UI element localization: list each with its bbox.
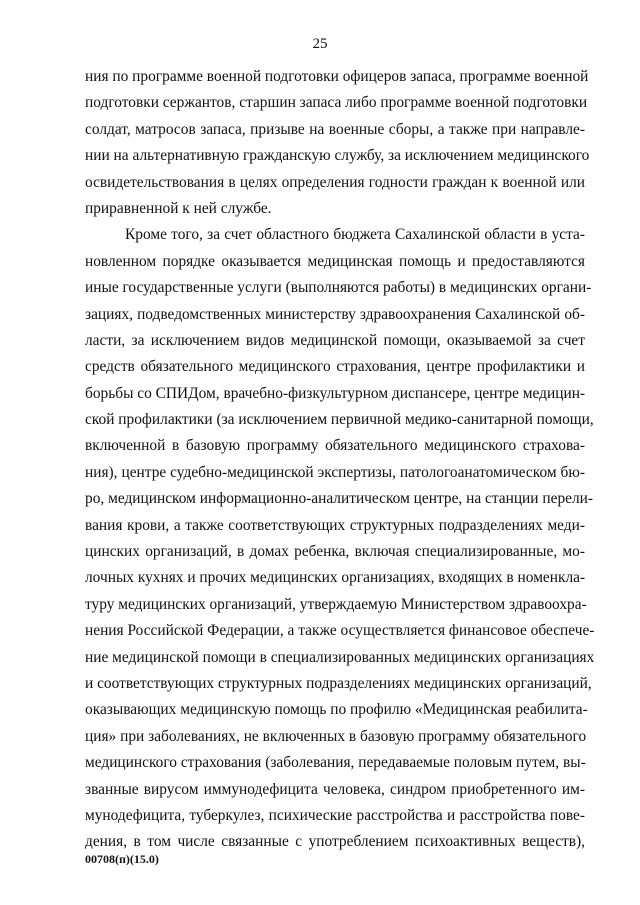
- page-number: 25: [312, 36, 328, 52]
- document-code: 00708(п)(15.0): [85, 852, 159, 866]
- text-line: нения Российской Федерации, а также осуществляется финансовое обеспече-: [85, 622, 595, 640]
- text-line: ния по программе военной подготовки офицеров запаса, программе военной: [85, 68, 589, 85]
- text-line: ция» при заболеваниях, не включенных в базовую программу обязательного: [85, 727, 587, 745]
- paragraph-1: [85, 64, 590, 222]
- text-line: зациях, подведомственных министерству здравоохранения Сахалинской об-: [85, 305, 585, 323]
- text-line: иные государственные услуги (выполняются работы) в медицинских органи-: [85, 279, 592, 297]
- text-line: приравненной к ней службе.: [85, 199, 272, 217]
- body-text: [85, 64, 595, 856]
- paragraph-2: [85, 222, 595, 855]
- text-line: оказывающих медицинскую помощь по профилю «Медицинская реабилита-: [85, 701, 588, 719]
- text-line: ро, медицинском информационно-аналитическом центре, на станции перели-: [85, 490, 594, 508]
- text-line: вания крови, а также соответствующих структурных подразделениях меди-: [85, 516, 585, 534]
- text-line: туру медицинских организаций, утверждаемую Министерством здравоохра-: [85, 595, 587, 613]
- text-line: новленном порядке оказывается медицинская помощь и предоставляются: [85, 252, 585, 270]
- text-line: средств обязательного медицинского страхования, центре профилактики и: [85, 358, 585, 376]
- text-line: нии на альтернативную гражданскую службу, за исключением медицинского: [85, 147, 590, 165]
- text-line: мунодефицита, туберкулез, психические расстройства и расстройства пове-: [85, 806, 585, 824]
- text-line: солдат, матросов запаса, призыве на военные сборы, а также при направле-: [85, 120, 585, 138]
- text-line: Кроме того, за счет областного бюджета Сахалинской области в уста-: [125, 226, 585, 244]
- text-line: освидетельствования в целях определения годности граждан к военной или: [85, 173, 585, 191]
- text-line: ской профилактики (за исключением первичной медико-санитарной помощи,: [85, 411, 594, 429]
- text-line: цинских организаций, в домах ребенка, включая специализированные, мо-: [85, 543, 585, 561]
- text-line: включенной в базовую программу обязательного медицинского страхова-: [85, 437, 585, 455]
- text-line: лочных кухнях и прочих медицинских организациях, входящих в номенкла-: [85, 569, 586, 587]
- text-line: подготовки сержантов, старшин запаса либо программе военной подготовки: [85, 94, 588, 112]
- text-line: званные вирусом иммунодефицита человека, синдром приобретенного им-: [85, 780, 585, 798]
- text-line: ние медицинской помощи в специализированных медицинских организациях: [85, 648, 595, 666]
- text-line: медицинского страхования (заболевания, передаваемые половым путем, вы-: [85, 754, 586, 772]
- text-line: борьбы со СПИДом, врачебно-физкультурном диспансере, центре медицин-: [85, 384, 586, 402]
- text-line: ния), центре судебно-медицинской экспертизы, патологоанатомическом бю-: [85, 463, 585, 481]
- text-line: ласти, за исключением видов медицинской помощи, оказываемой за счет: [85, 331, 585, 349]
- text-line: и соответствующих структурных подразделениях медицинских организаций,: [85, 674, 592, 692]
- text-line: дения, в том числе связанные с употреблением психоактивных веществ),: [85, 833, 585, 851]
